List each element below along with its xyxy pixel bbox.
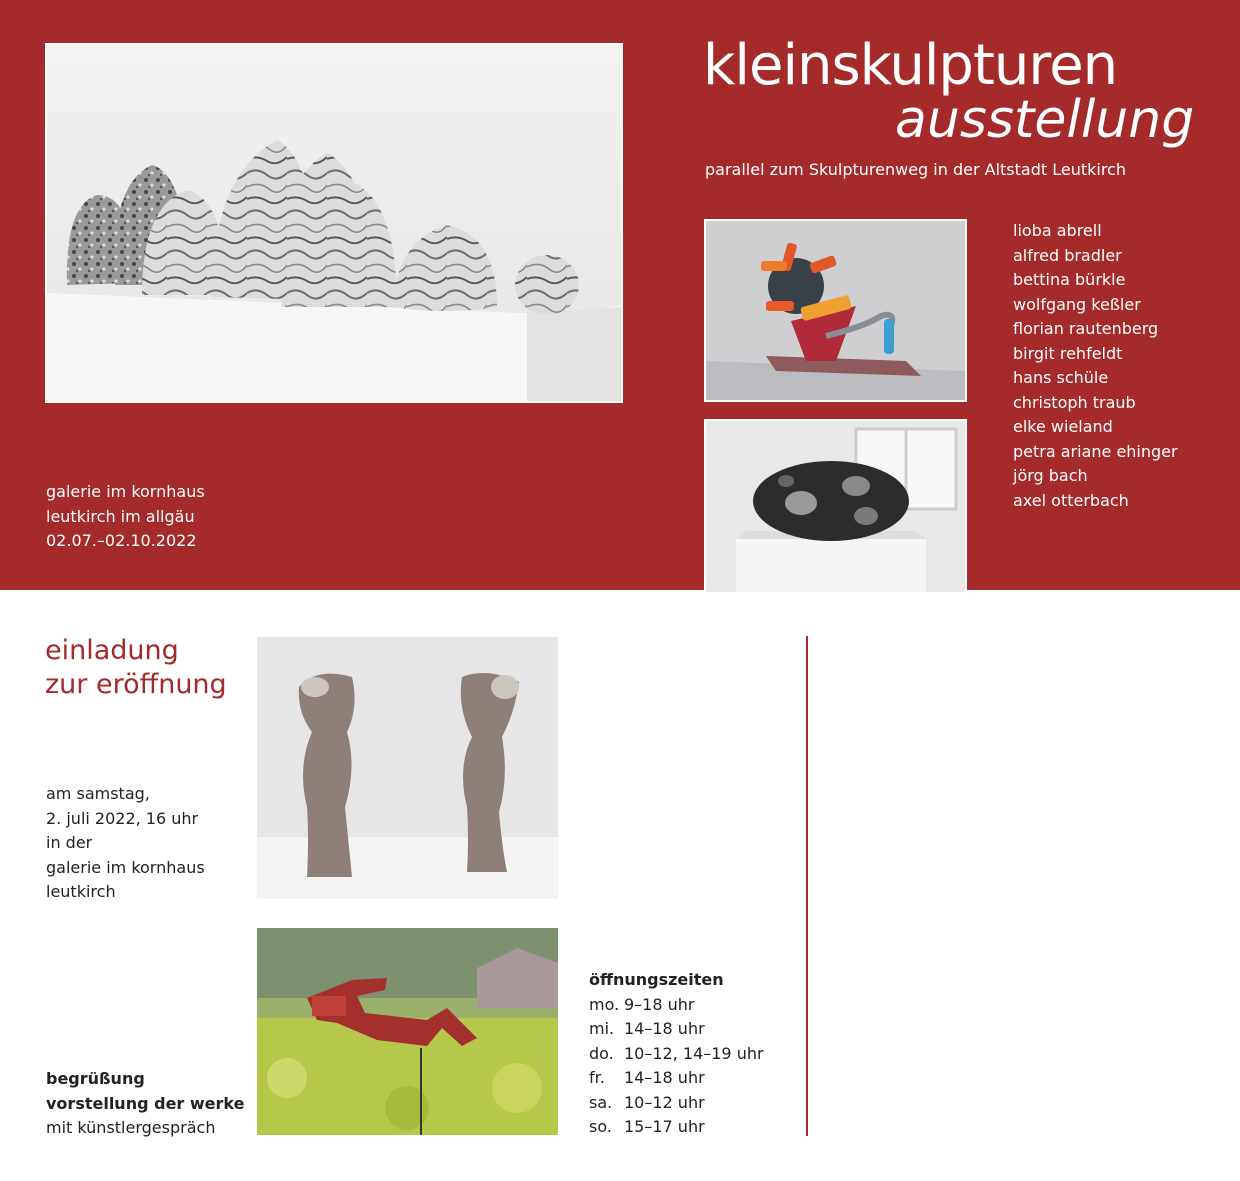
hours-row <box>589 993 764 1018</box>
list-item: alfred bradler <box>1013 245 1122 265</box>
red-figure-sculpture-photo <box>257 928 558 1135</box>
hours-row <box>589 1042 764 1067</box>
title-line2: ausstellung <box>895 90 1195 150</box>
list-item: jörg bach <box>1013 466 1088 485</box>
event-city: leutkirch <box>46 882 116 901</box>
event-day: am samstag, <box>46 784 150 803</box>
list-item: axel otterbach <box>1013 490 1129 510</box>
venue-location: leutkirch im allgäu <box>46 506 195 526</box>
list-item: christoph traub <box>1013 392 1136 412</box>
hours-row <box>589 1115 764 1140</box>
hours-day: mi. <box>589 1019 615 1038</box>
program-greeting: begrüßung <box>46 1069 145 1088</box>
event-venue: galerie im kornhaus <box>46 857 205 877</box>
list-item: wolfgang keßler <box>1013 294 1141 314</box>
vertical-divider <box>806 636 808 1136</box>
event-in: in der <box>46 833 93 852</box>
list-item: elke wieland <box>1013 417 1113 436</box>
opening-hours <box>589 968 764 1140</box>
list-item: hans schüle <box>1013 368 1109 387</box>
hours-time: 10–12, 14–19 uhr <box>624 1043 764 1063</box>
hours-time: 14–18 uhr <box>624 1019 705 1038</box>
hours-day: mo. <box>589 994 620 1014</box>
hours-row <box>589 1017 764 1042</box>
hours-row <box>589 1066 764 1091</box>
hours-row <box>589 1091 764 1116</box>
list-item: florian rautenberg <box>1013 319 1159 338</box>
program-artist-talk: mit künstlergespräch <box>46 1118 216 1137</box>
list-item: birgit rehfeldt <box>1013 343 1123 363</box>
hours-day: do. <box>589 1043 614 1063</box>
hours-day: sa. <box>589 1092 613 1112</box>
colorful-metal-sculpture-photo <box>704 219 967 402</box>
invitation-line2: zur eröffnung <box>45 669 227 700</box>
stone-sculptures-photo <box>45 43 623 403</box>
exhibition-dates: 02.07.–02.10.2022 <box>46 531 197 550</box>
torso-sculptures-photo <box>257 637 558 899</box>
program-info <box>46 1067 244 1141</box>
opening-hours-heading: öffnungszeiten <box>589 970 724 989</box>
dark-stone-sculpture-photo <box>704 419 967 594</box>
invitation-line1: einladung <box>45 635 179 666</box>
hours-time: 15–17 uhr <box>624 1117 705 1136</box>
subtitle: parallel zum Skulpturenweg in der Altstadt Leutkirch <box>705 160 1126 179</box>
invitation-heading <box>45 634 227 702</box>
hours-day: fr. <box>589 1068 605 1087</box>
list-item: bettina bürkle <box>1013 270 1126 289</box>
hours-time: 9–18 uhr <box>624 994 695 1014</box>
program-presentation: vorstellung der werke <box>46 1093 245 1113</box>
event-details <box>46 782 205 905</box>
hours-day: so. <box>589 1117 612 1136</box>
list-item: lioba abrell <box>1013 221 1102 240</box>
venue-info <box>46 480 205 554</box>
title-line1: kleinskulpturen <box>703 33 1118 98</box>
event-date-time: 2. juli 2022, 16 uhr <box>46 808 199 828</box>
hours-time: 14–18 uhr <box>624 1068 705 1087</box>
list-item: petra ariane ehinger <box>1013 441 1178 461</box>
venue-name: galerie im kornhaus <box>46 482 205 501</box>
artist-list <box>1013 219 1178 513</box>
hours-time: 10–12 uhr <box>624 1092 705 1112</box>
